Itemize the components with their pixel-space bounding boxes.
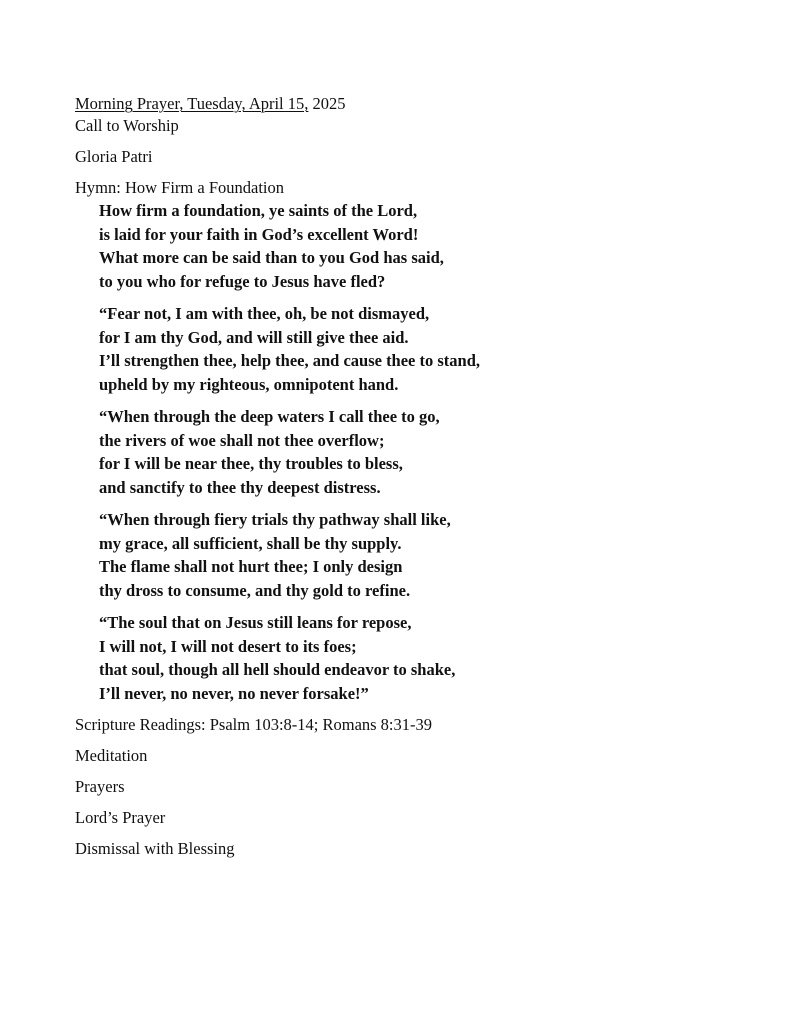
title-year: 2025	[308, 94, 346, 113]
hymn-stanza-5	[99, 611, 755, 705]
verse-line: I’ll never, no never, no never forsake!”	[99, 683, 369, 703]
dismissal-with-blessing: Dismissal with Blessing	[75, 839, 235, 858]
scripture-readings: Scripture Readings: Psalm 103:8-14; Romans 8:31-39	[75, 715, 433, 734]
verse-line: for I am thy God, and will still give thee aid.	[99, 327, 409, 347]
verse-line: I will not, I will not desert to its foes;	[99, 636, 357, 656]
verse-line: “When through fiery trials thy pathway shall like,	[99, 510, 451, 529]
title-date: Morning Prayer, Tuesday, April 15,	[75, 94, 309, 113]
verse-line: for I will be near thee, thy troubles to bless,	[99, 454, 403, 473]
verse-line: is laid for your faith in God’s excellent Word!	[99, 224, 419, 244]
hymn-stanza-2	[99, 302, 755, 396]
meditation: Meditation	[75, 746, 148, 765]
prayers: Prayers	[75, 777, 125, 796]
verse-line: to you who for refuge to Jesus have fled?	[99, 271, 386, 291]
verse-line: “The soul that on Jesus still leans for repose,	[99, 613, 412, 632]
verse-line: I’ll strengthen thee, help thee, and cause thee to stand,	[99, 351, 481, 370]
verse-line: “Fear not, I am with thee, oh, be not dismayed,	[99, 304, 430, 323]
verse-line: upheld by my righteous, omnipotent hand.	[99, 374, 399, 394]
verse-line: thy dross to consume, and thy gold to refine.	[99, 580, 411, 600]
verse-line: that soul, though all hell should endeavor to shake,	[99, 660, 456, 679]
verse-line: “When through the deep waters I call thee to go,	[99, 407, 440, 426]
verse-line: my grace, all sufficient, shall be thy supply.	[99, 533, 402, 553]
hymn-lyrics	[75, 199, 755, 705]
order-of-worship	[75, 93, 755, 860]
verse-line: How firm a foundation, ye saints of the Lord,	[99, 201, 418, 220]
hymn-stanza-1	[99, 199, 755, 293]
verse-line: and sanctify to thee thy deepest distress.	[99, 477, 381, 497]
call-to-worship: Call to Worship	[75, 116, 179, 135]
verse-line: What more can be said than to you God has said,	[99, 248, 444, 267]
document-title	[75, 93, 755, 115]
hymn-heading: Hymn: How Firm a Foundation	[75, 178, 284, 197]
gloria-patri: Gloria Patri	[75, 147, 153, 166]
lords-prayer: Lord’s Prayer	[75, 808, 166, 827]
hymn-stanza-4	[99, 508, 755, 602]
verse-line: The flame shall not hurt thee; I only design	[99, 557, 403, 576]
verse-line: the rivers of woe shall not thee overflow;	[99, 430, 385, 450]
hymn-stanza-3	[99, 405, 755, 499]
